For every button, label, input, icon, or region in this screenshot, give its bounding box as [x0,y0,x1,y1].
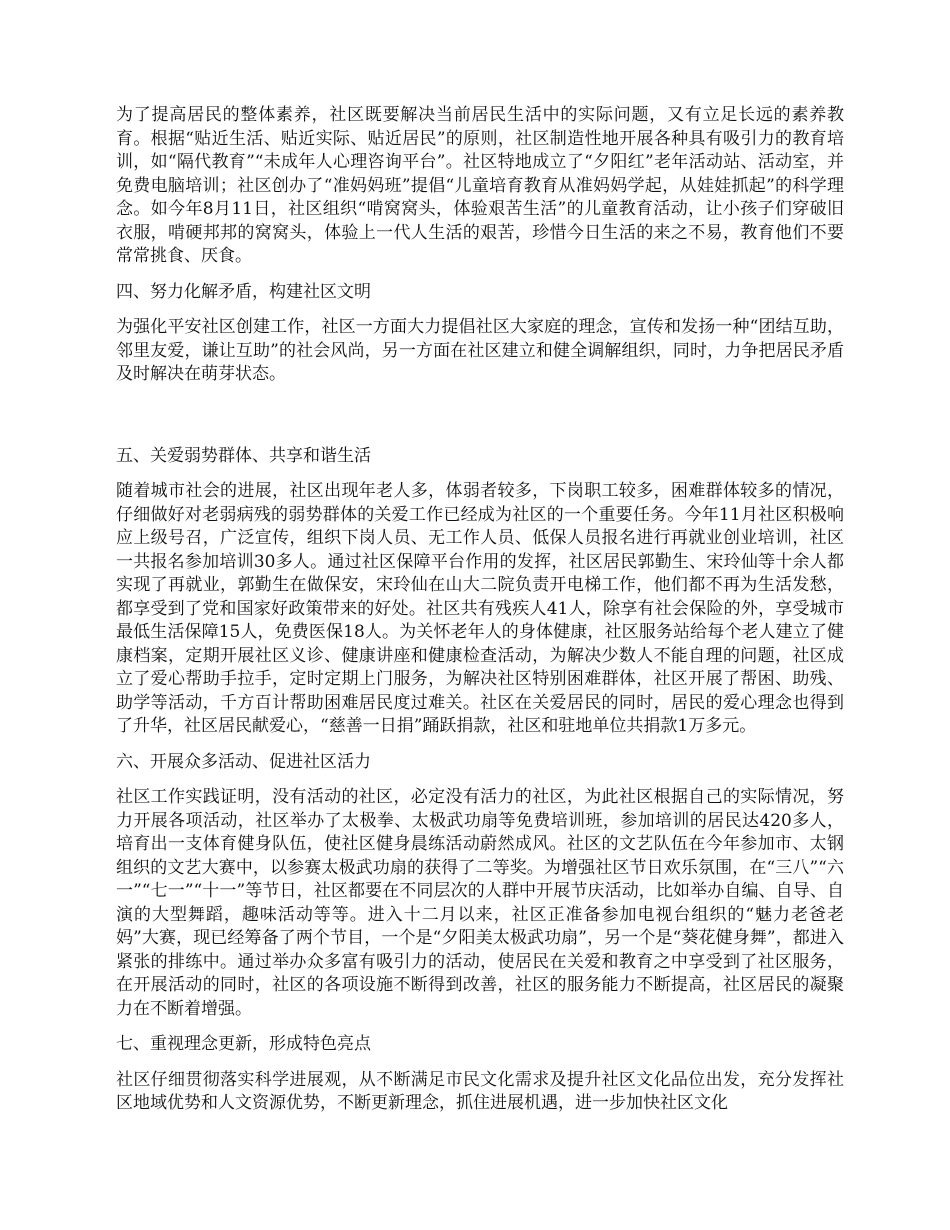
section-spacer [116,399,844,445]
paragraph-activities: 社区工作实践证明，没有活动的社区，必定没有活力的社区，为此社区根据自己的实际情况，努力开展各项活动，社区举办了太极拳、太极武功扇等免费培训班，参加培训的居民达420多人，培育出一支体育健身队伍，使社区健身晨练活动蔚然成风。社区的文艺队伍在今年参加市、太钢组织的文艺大赛中，以参赛太极武功扇的获得了二等奖。为增强社区节日欢乐氛围，在“三八”“六一”“七一”“十一”等节日，社区都要在不同层次的人群中开展节庆活动，比如举办自编、自导、自演的大型舞蹈，趣味活动等等。进入十二月以来，社区正准备参加电视台组织的“魅力老爸老妈”大赛，现已经筹备了两个节目，一个是“夕阳美太极武功扇”，另一个是“葵花健身舞”，都进入紧张的排练中。通过举办众多富有吸引力的活动，使居民在关爱和教育之中享受到了社区服务，在开展活动的同时，社区的各项设施不断得到改善，社区的服务能力不断提高，社区居民的凝聚力在不断着增强。 [116,787,844,1019]
heading-section-7: 七、重视理念更新，形成特色亮点 [116,1034,371,1054]
paragraph-harmony: 为强化平安社区创建工作，社区一方面大力提倡社区大家庭的理念，宣传和发扬一种“团结互助，邻里友爱，谦让互助”的社会风尚，另一方面在社区建立和健全调解组织，同时，力争把居民矛盾及时解决在萌芽状态。 [116,317,844,384]
paragraph-education: 为了提高居民的整体素养，社区既要解决当前居民生活中的实际问题，又有立足长远的素养教育。根据“贴近生活、贴近实际、贴近居民”的原则，社区制造性地开展各种具有吸引力的教育培训，如“隔代教育”“未成年人心理咨询平台”。社区特地成立了“夕阳红”老年活动站、活动室，并免费电脑培训；社区创办了“准妈妈班”提倡“儿童培育教育从准妈妈学起，从娃娃抓起”的科学理念。如今年8月11日，社区组织“啃窝窝头，体验艰苦生活”的儿童教育活动，让小孩子们穿破旧衣服，啃硬邦邦的窝窝头，体验上一代人生活的艰苦，珍惜今日生活的来之不易，教育他们不要常常挑食、厌食。 [116,105,844,266]
document-body [116,104,844,1128]
heading-section-5: 五、关爱弱势群体、共享和谐生活 [116,445,371,466]
paragraph-concept-update: 社区仔细贯彻落实科学进展观，从不断满足市民文化需求及提升社区文化品位出发，充分发挥社区地域优势和人文资源优势，不断更新理念，抓住进展机遇，进一步加快社区文化 [116,1069,844,1113]
paragraph-vulnerable-groups: 随着城市社会的进展，社区出现年老人多，体弱者较多，下岗职工较多，困难群体较多的情况，仔细做好对老弱病残的弱势群体的关爱工作已经成为社区的一个重要任务。今年11月社区积极响应上级号召，广泛宣传，组织下岗人员、无工作人员、低保人员报名进行再就业创业培训，社区一共报名参加培训30多人。通过社区保障平台作用的发挥，社区居民郭勤生、宋玲仙等十余人都实现了再就业，郭勤生在做保安，宋玲仙在山大二院负责开电梯工作，他们都不再为生活发愁，都享受到了党和国家好政策带来的好处。社区共有残疾人41人，除享有社会保险的外，享受城市最低生活保障15人，免费医保18人。为关怀老年人的身体健康，社区服务站给每个老人建立了健康档案，定期开展社区义诊、健康讲座和健康检查活动，为解决少数人不能自理的问题，社区成立了爱心帮助手拉手，定时定期上门服务，为解决社区特别困难群体，社区开展了帮困、助残、助学等活动，千方百计帮助困难居民度过难关。社区在关爱居民的同时，居民的爱心理念也得到了升华，社区居民献爱心，“慈善一日捐”踊跃捐款，社区和驻地单位共捐款1万多元。 [116,481,844,736]
heading-section-4: 四、努力化解矛盾，构建社区文明 [116,281,371,302]
heading-section-6: 六、开展众多活动、促进社区活力 [116,751,371,772]
